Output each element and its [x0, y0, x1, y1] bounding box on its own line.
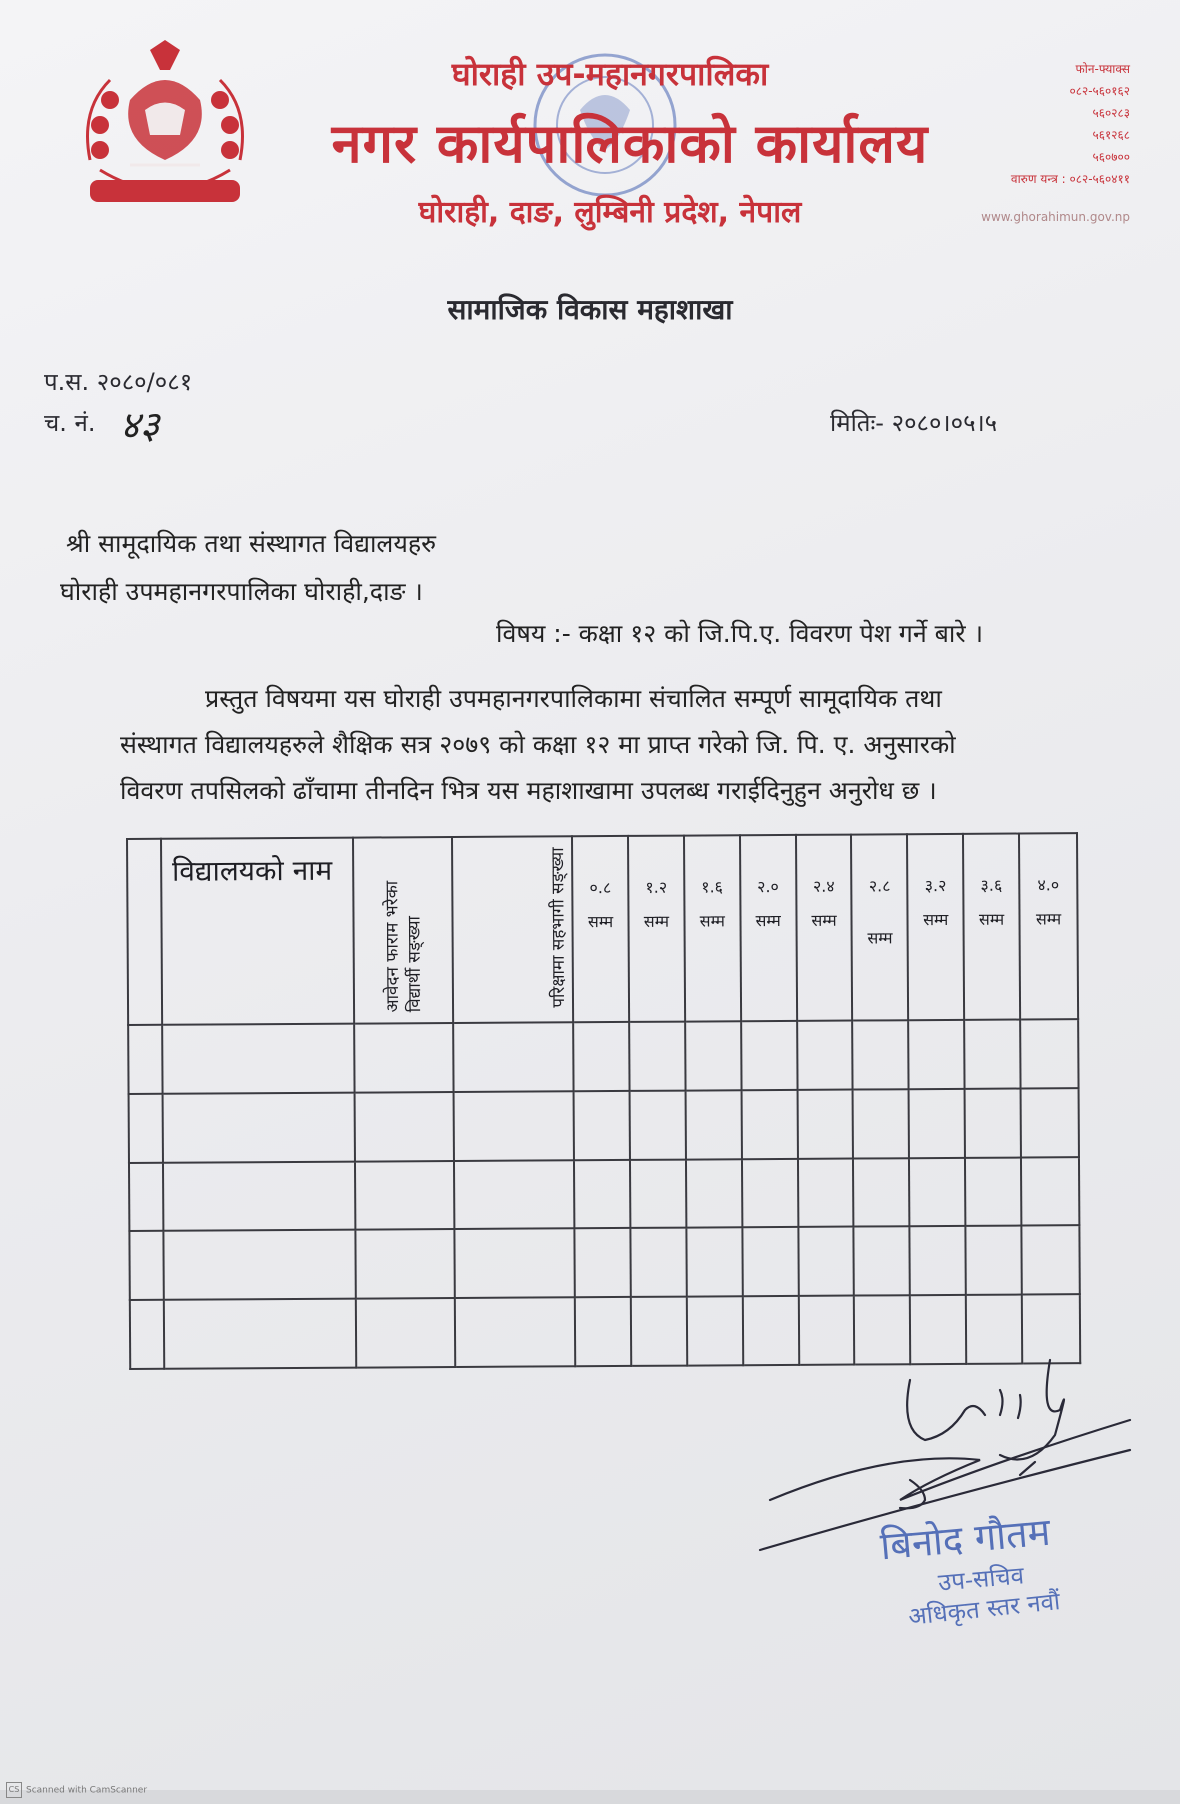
table-cell[interactable] — [909, 1157, 965, 1226]
gpa-label: सम्म — [755, 911, 781, 931]
gpa-label: सम्म — [867, 928, 893, 948]
recipient-line-1: श्री सामूदायिक तथा संस्थागत विद्यालयहरु — [66, 529, 437, 558]
table-cell[interactable] — [853, 1089, 909, 1158]
gpa-column-header — [1019, 833, 1078, 1019]
fax-number: वारुण यन्त्र : ०८२-५६०४११ — [1010, 172, 1130, 186]
table-cell[interactable] — [1021, 1157, 1079, 1226]
phone-number: ५६१२६८ — [1092, 128, 1130, 142]
table-cell[interactable] — [1021, 1226, 1079, 1295]
scanner-text: Scanned with CamScanner — [26, 1785, 148, 1796]
table-cell[interactable] — [854, 1227, 910, 1296]
table-cell[interactable] — [853, 1158, 909, 1227]
gpa-value: ३.६ — [980, 875, 1003, 895]
table-row — [129, 1157, 1079, 1232]
table-cell[interactable] — [355, 1229, 455, 1298]
table-cell[interactable] — [573, 1022, 629, 1091]
nepal-emblem-icon — [70, 40, 260, 220]
table-cell[interactable] — [1021, 1088, 1079, 1157]
table-cell[interactable] — [687, 1296, 743, 1365]
table-cell[interactable] — [630, 1159, 686, 1228]
table-cell[interactable] — [128, 1025, 162, 1094]
table-cell[interactable] — [629, 1022, 685, 1091]
table-cell[interactable] — [163, 1161, 355, 1231]
table-cell[interactable] — [742, 1227, 798, 1296]
table-cell[interactable] — [686, 1228, 742, 1297]
recipient-line-2: घोराही उपमहानगरपालिका घोराही,दाङ । — [60, 577, 423, 606]
gpa-value: ४.० — [1037, 875, 1060, 895]
gpa-label: सम्म — [587, 912, 614, 932]
body-line-1: प्रस्तुत विषयमा यस घोराही उपमहानगरपालिकामा संचालित सम्पूर्ण सामूदायिक तथा — [205, 684, 942, 713]
table-cell[interactable] — [129, 1231, 163, 1300]
signatory-name: बिनोद गौतम — [878, 1509, 1053, 1569]
table-cell[interactable] — [575, 1297, 631, 1366]
table-cell[interactable] — [454, 1160, 574, 1230]
table-cell[interactable] — [853, 1020, 909, 1089]
table-cell[interactable] — [797, 1021, 853, 1090]
phone-number: ५६०२८३ — [1092, 106, 1130, 120]
table-row — [129, 1226, 1079, 1301]
scanner-watermark — [6, 1782, 147, 1798]
table-cell[interactable] — [455, 1229, 575, 1299]
table-cell[interactable] — [1020, 1019, 1078, 1088]
table-cell[interactable] — [965, 1088, 1021, 1157]
gpa-column-header — [796, 835, 853, 1021]
gpa-column-header — [684, 835, 741, 1021]
table-cell[interactable] — [455, 1297, 575, 1367]
table-cell[interactable] — [162, 1092, 354, 1162]
table-cell[interactable] — [798, 1158, 854, 1227]
website-link[interactable]: www.ghorahimun.gov.np — [981, 210, 1130, 224]
gpa-column-header — [851, 834, 908, 1020]
table-header-row — [127, 833, 1078, 1025]
gpa-value: ३.२ — [924, 875, 947, 896]
gpa-label: सम्म — [699, 911, 725, 931]
gpa-column-header — [628, 836, 685, 1022]
school-name-header: विद्यालयको नाम — [161, 838, 354, 1025]
municipality-name: घोराही उप-महानगरपालिका — [451, 55, 769, 93]
table-cell[interactable] — [164, 1299, 356, 1369]
office-address: घोराही, दाङ, लुम्बिनी प्रदेश, नेपाल — [418, 195, 802, 230]
table-cell[interactable] — [354, 1092, 454, 1161]
table-cell[interactable] — [454, 1091, 574, 1161]
gpa-value: १.६ — [701, 877, 724, 897]
gpa-value: ०.८ — [589, 878, 612, 898]
letter-date: मितिः- २०८०।०५।५ — [830, 409, 998, 437]
table-cell[interactable] — [162, 1024, 354, 1094]
table-cell[interactable] — [130, 1300, 164, 1369]
applicants-header — [353, 837, 454, 1024]
table-cell[interactable] — [574, 1091, 630, 1160]
table-cell[interactable] — [798, 1227, 854, 1296]
table-cell[interactable] — [909, 1089, 965, 1158]
table-cell[interactable] — [686, 1159, 742, 1228]
table-cell[interactable] — [908, 1020, 964, 1089]
gpa-column-header — [572, 836, 629, 1022]
serial-column-header — [127, 839, 162, 1025]
body-line-2: संस्थागत विद्यालयहरुले शैक्षिक सत्र २०७९ को कक्षा १२ मा प्राप्त गरेको जि. पि. ए. अनुसारको — [120, 730, 956, 759]
gpa-label: सम्म — [643, 911, 670, 931]
table-cell[interactable] — [966, 1226, 1022, 1295]
gpa-value: २.४ — [812, 876, 835, 896]
office-title: नगर कार्यपालिकाको कार्यालय — [331, 112, 929, 175]
table-cell[interactable] — [129, 1162, 163, 1231]
gpa-value: २.० — [757, 877, 779, 897]
table-body — [128, 1019, 1080, 1369]
table-cell[interactable] — [797, 1089, 853, 1158]
gpa-label: सम्म — [1035, 909, 1062, 929]
table-cell[interactable] — [354, 1023, 454, 1092]
table-cell[interactable] — [964, 1020, 1020, 1089]
gpa-label: सम्म — [923, 909, 949, 930]
table-cell[interactable] — [910, 1226, 966, 1295]
dispatch-number: ४३ — [120, 403, 160, 447]
examinees-header — [452, 836, 573, 1023]
table-cell[interactable] — [454, 1022, 574, 1092]
gpa-value: १.२ — [645, 877, 668, 897]
table-cell[interactable] — [631, 1297, 687, 1366]
gpa-value: २.८ — [868, 876, 891, 896]
table-cell[interactable] — [965, 1157, 1021, 1226]
table-row — [128, 1019, 1078, 1094]
table-cell[interactable] — [685, 1021, 741, 1090]
table-cell[interactable] — [129, 1094, 163, 1163]
phone-label: फोन-फ्याक्स — [1075, 62, 1130, 76]
camscanner-logo-icon: CS — [6, 1782, 22, 1798]
body-line-3: विवरण तपसिलको ढाँचामा तीनदिन भित्र यस महाशाखामा उपलब्ध गराईदिनुहुन अनुरोध छ । — [120, 776, 937, 805]
section-title: सामाजिक विकास महाशाखा — [447, 293, 733, 326]
table-cell[interactable] — [575, 1228, 631, 1297]
signatory-role: उप-सचिव — [936, 1561, 1026, 1597]
gpa-column-header — [963, 834, 1020, 1020]
gpa-label: सम्म — [811, 910, 837, 930]
gpa-label: सम्म — [978, 909, 1005, 929]
table-cell[interactable] — [741, 1021, 797, 1090]
contact-block — [990, 58, 1130, 190]
gpa-column-header — [740, 835, 797, 1021]
examinees-header-text: परिक्षामा सहभागी सङ्ख्या — [548, 847, 570, 1008]
phone-number: ०८२-५६०१६२ — [1069, 84, 1130, 98]
phone-number: ५६०७०० — [1092, 150, 1130, 164]
dispatch-number-label: च. नं. — [44, 409, 96, 437]
gpa-column-header — [907, 834, 964, 1020]
table-cell[interactable] — [742, 1158, 798, 1227]
subject-line: विषय :- कक्षा १२ को जि.पि.ए. विवरण पेश गर्ने बारे । — [496, 619, 984, 648]
reference-ps: प.स. २०८०/०८१ — [44, 368, 193, 396]
table-cell[interactable] — [685, 1090, 741, 1159]
applicants-header-text: आवेदन फाराम भरेका विद्यार्थी सङ्ख्या — [381, 880, 425, 1013]
table-cell[interactable] — [630, 1090, 686, 1159]
table-cell[interactable] — [741, 1090, 797, 1159]
table-cell[interactable] — [630, 1228, 686, 1297]
table-cell[interactable] — [163, 1230, 355, 1300]
table-cell[interactable] — [355, 1161, 455, 1230]
signatory-rank: अधिकृत स्तर नवौं — [907, 1587, 1062, 1631]
table-row — [129, 1088, 1079, 1163]
gpa-form-table — [126, 832, 1081, 1370]
table-cell[interactable] — [574, 1160, 630, 1229]
table-cell[interactable] — [355, 1298, 455, 1367]
